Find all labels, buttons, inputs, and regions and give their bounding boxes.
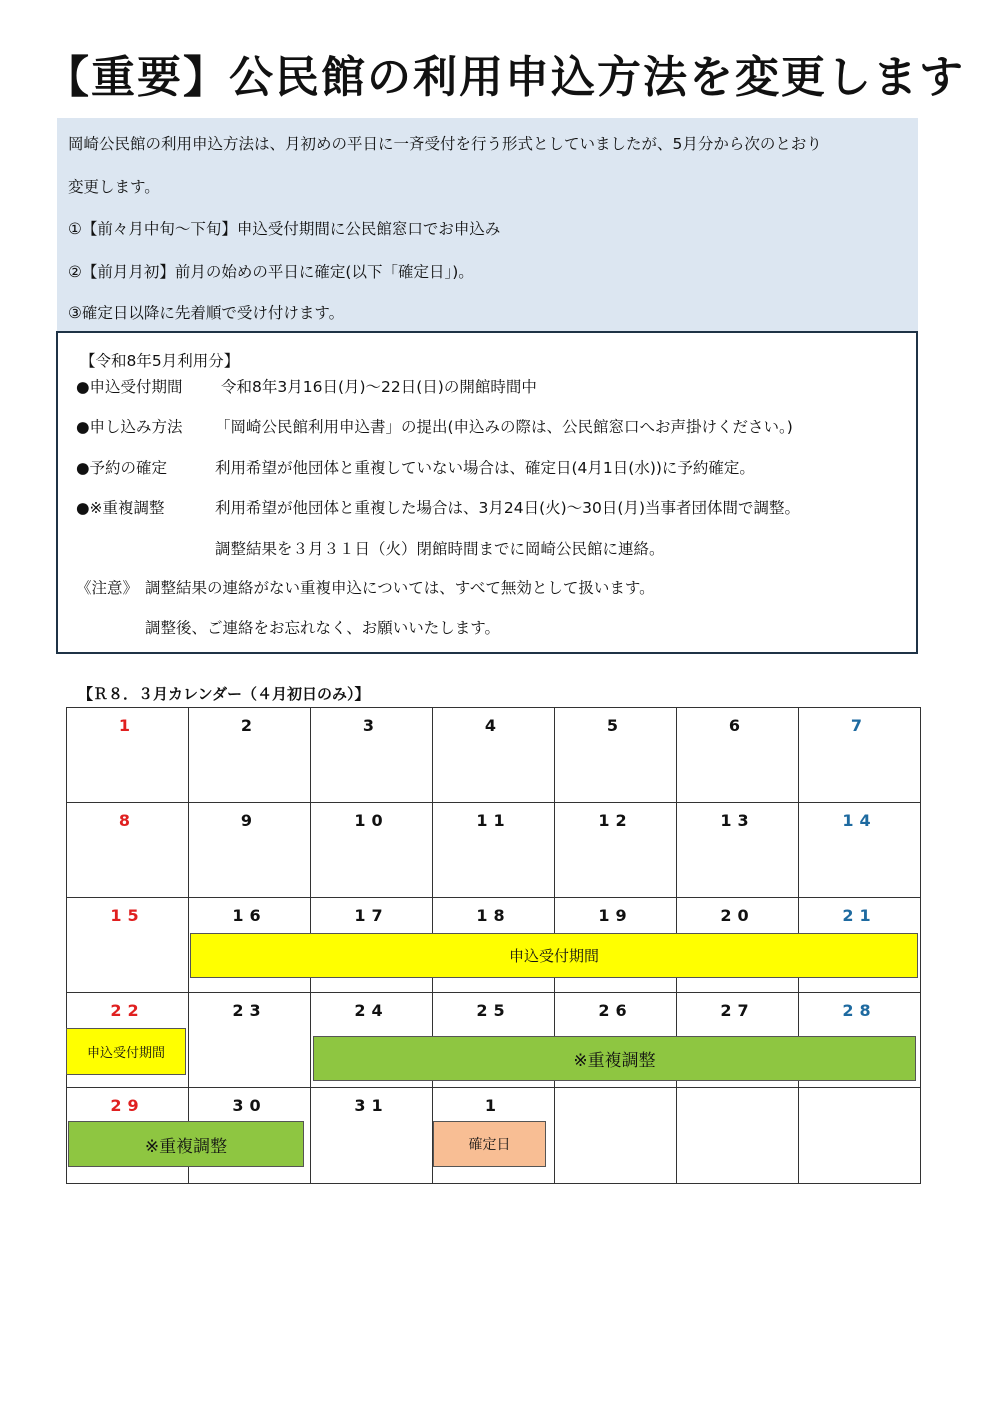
caution-text: 調整結果の連絡がない重複申込については、すべて無効として扱います。 xyxy=(145,579,655,597)
caution-text-2: 調整後、ご連絡をお忘れなく、お願いいたします。 xyxy=(145,619,500,637)
calendar-cell xyxy=(189,993,311,1088)
calendar-cell xyxy=(311,1088,433,1183)
calendar-day-number: 11 xyxy=(476,811,511,830)
caution-label: 《注意》 xyxy=(76,579,139,597)
calendar-day-number: 28 xyxy=(842,1001,877,1020)
intro-line-1: 岡崎公民館の利用申込方法は、月初めの平日に一斉受付を行う形式としていましたが、5月分から次のとおり xyxy=(68,135,822,153)
calendar-day-number: 5 xyxy=(606,716,625,735)
item-value-confirm: 利用希望が他団体と重複していない場合は、確定日(4月1日(水))に予約確定。 xyxy=(215,459,755,477)
calendar-cell xyxy=(311,708,433,803)
calendar-cell xyxy=(67,803,189,898)
calendar-day-number: 29 xyxy=(110,1096,145,1115)
application-period-bar-short: 申込受付期間 xyxy=(66,1028,186,1075)
calendar-day-number: 17 xyxy=(354,906,389,925)
application-period-bar: 申込受付期間 xyxy=(190,933,918,978)
calendar-cell xyxy=(555,708,677,803)
item-value-method: 「岡崎公民館利用申込書」の提出(申込みの際は、公民館窓口へお声掛けください。) xyxy=(215,418,793,436)
item-label-period: ●申込受付期間 xyxy=(76,378,183,396)
calendar-day-number: 21 xyxy=(842,906,877,925)
calendar-day-number: 7 xyxy=(850,716,869,735)
item-value-period: 令和8年3月16日(月)～22日(日)の開館時間中 xyxy=(221,378,537,396)
calendar-day-number: 1 xyxy=(484,1096,503,1115)
calendar-day-number: 3 xyxy=(362,716,381,735)
duplicate-adjust-bar: ※重複調整 xyxy=(313,1036,916,1081)
calendar-day-number: 27 xyxy=(720,1001,755,1020)
calendar-day-number: 2 xyxy=(240,716,259,735)
calendar-day-number: 9 xyxy=(240,811,259,830)
calendar-day-number: 12 xyxy=(598,811,633,830)
intro-box xyxy=(57,118,918,332)
calendar-day-number: 23 xyxy=(232,1001,267,1020)
calendar-cell xyxy=(433,708,555,803)
calendar-day-number: 26 xyxy=(598,1001,633,1020)
calendar-day-number: 25 xyxy=(476,1001,511,1020)
calendar-day-number: 22 xyxy=(110,1001,145,1020)
calendar-cell xyxy=(799,803,920,898)
calendar-day-number: 14 xyxy=(842,811,877,830)
intro-line-5: ③確定日以降に先着順で受け付けます。 xyxy=(68,304,345,322)
calendar-title: 【Ｒ８．３月カレンダー（４月初日のみ）】 xyxy=(78,685,370,703)
calendar-cell xyxy=(433,803,555,898)
calendar-day-number: 24 xyxy=(354,1001,389,1020)
intro-line-2: 変更します。 xyxy=(68,178,160,196)
calendar-day-number: 8 xyxy=(118,811,137,830)
calendar-cell xyxy=(67,708,189,803)
calendar-cell xyxy=(311,803,433,898)
calendar-cell xyxy=(677,1088,799,1183)
calendar-day-number: 31 xyxy=(354,1096,389,1115)
calendar-day-number: 30 xyxy=(232,1096,267,1115)
item-value-adjust: 利用希望が他団体と重複した場合は、3月24日(火)～30日(月)当事者団体間で調整。 xyxy=(215,499,800,517)
item-label-method: ●申し込み方法 xyxy=(76,418,183,436)
calendar-cell xyxy=(189,803,311,898)
item-label-confirm: ●予約の確定 xyxy=(76,459,168,477)
intro-line-3: ①【前々月中旬～下旬】申込受付期間に公民館窓口でお申込み xyxy=(68,220,501,238)
calendar-day-number: 13 xyxy=(720,811,755,830)
page-title: 【重要】公民館の利用申込方法を変更します xyxy=(45,52,965,103)
calendar-cell xyxy=(677,708,799,803)
calendar-day-number: 20 xyxy=(720,906,755,925)
calendar-cell xyxy=(555,1088,677,1183)
calendar-day-number: 10 xyxy=(354,811,389,830)
intro-line-4: ②【前月月初】前月の始めの平日に確定(以下「確定日」)。 xyxy=(68,263,474,281)
adjust-note: 調整結果を３月３１日（火）閉館時間までに岡崎公民館に連絡。 xyxy=(215,540,665,558)
calendar-cell xyxy=(67,898,189,993)
calendar-day-number: 18 xyxy=(476,906,511,925)
calendar-day-number: 19 xyxy=(598,906,633,925)
details-box xyxy=(56,331,918,654)
calendar-cell xyxy=(189,708,311,803)
calendar-day-number: 16 xyxy=(232,906,267,925)
calendar-day-number: 6 xyxy=(728,716,747,735)
duplicate-adjust-bar-2: ※重複調整 xyxy=(68,1121,304,1167)
calendar-day-number: 1 xyxy=(118,716,137,735)
item-label-adjust: ●※重複調整 xyxy=(76,499,165,517)
calendar-cell xyxy=(677,803,799,898)
calendar-cell xyxy=(799,708,920,803)
calendar-cell xyxy=(555,803,677,898)
calendar-day-number: 15 xyxy=(110,906,145,925)
confirm-day-bar: 確定日 xyxy=(433,1121,546,1167)
calendar-cell xyxy=(799,1088,920,1183)
calendar-day-number: 4 xyxy=(484,716,503,735)
details-heading: 【令和8年5月利用分】 xyxy=(80,352,240,370)
